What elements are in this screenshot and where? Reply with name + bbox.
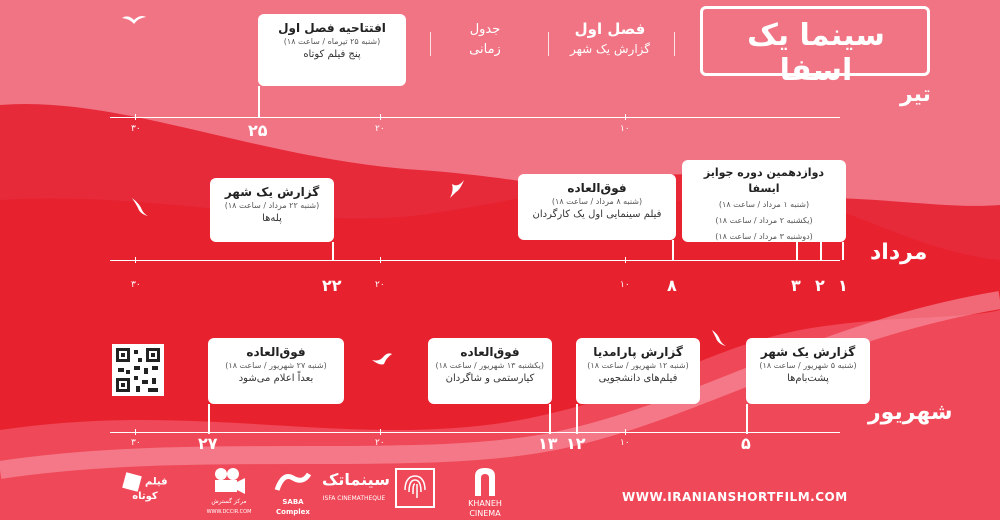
festival-logo-text: سینما یک اسفا	[747, 18, 885, 88]
month-label-mordad: مرداد	[870, 240, 928, 265]
tick-label-highlight: ۲۵	[248, 121, 268, 140]
event-pin	[796, 242, 798, 260]
tick-label-highlight: ۸	[667, 276, 677, 295]
event-card-special-8[interactable]	[518, 174, 676, 240]
season-title: فصل اول	[574, 20, 646, 38]
event-title: فوق‌العاده	[567, 181, 627, 195]
season-subtitle: گزارش یک شهر	[569, 42, 651, 56]
bird-icon	[712, 330, 726, 346]
tick-mark	[380, 429, 381, 435]
tick-label: ۱۰	[620, 280, 630, 290]
mordad-axis	[110, 260, 840, 261]
tick-mark	[380, 114, 381, 120]
bird-icon	[448, 180, 464, 198]
tick-mark	[625, 257, 626, 263]
event-card-paramedia[interactable]	[576, 338, 700, 404]
header-divider	[548, 32, 549, 56]
sponsor-logo-shortfilm	[110, 472, 180, 502]
header-divider	[674, 32, 675, 56]
event-card-opening[interactable]	[258, 14, 406, 86]
tick-label: ۲۰	[375, 124, 385, 134]
sponsor-name: سینماتک	[322, 470, 390, 489]
sponsor-logo-khaneh	[455, 466, 515, 519]
qr-code[interactable]	[112, 344, 164, 396]
event-card-special-13[interactable]	[428, 338, 552, 404]
sponsor-sub: CINEMA	[469, 509, 501, 518]
sponsor-name: KHANEH	[468, 499, 502, 508]
event-pin	[672, 240, 674, 260]
tick-label: ۳۰	[131, 280, 141, 290]
tick-label-highlight: ۵	[741, 434, 751, 453]
tick-label: ۱۰	[620, 438, 630, 448]
sponsor-sub: ISFA CINEMATHEQUE	[322, 495, 386, 502]
sponsor-sub: WWW.DCCIR.COM	[206, 509, 252, 515]
tick-mark	[625, 114, 626, 120]
tick-mark	[625, 429, 626, 435]
event-title: دوازدهمین دوره جوایز ایسفا	[703, 166, 825, 195]
tick-mark	[135, 114, 136, 120]
sponsor-name: فیلم کوتاه	[132, 476, 168, 502]
event-description: پشت‌بام‌ها	[787, 373, 829, 384]
event-date: (شنبه ۲۷ شهریور / ساعت ۱۸)	[225, 361, 327, 370]
event-date: (شنبه ۵ شهریور / ساعت ۱۸)	[759, 361, 857, 370]
shahrivar-axis	[110, 432, 840, 433]
month-label-tir: تیر	[900, 82, 931, 107]
event-pin	[842, 242, 844, 260]
event-date: (شنبه ۲۲ مرداد / ساعت ۱۸)	[224, 201, 320, 210]
tir-axis	[110, 117, 840, 118]
bird-icon	[132, 198, 148, 216]
schedule-label-1: جدول	[469, 22, 501, 37]
website-link[interactable]: WWW.IRANIANSHORTFILM.COM	[622, 490, 848, 504]
event-date: (شنبه ۸ مرداد / ساعت ۱۸)	[551, 197, 643, 206]
camera-icon	[211, 466, 247, 494]
tick-mark	[135, 257, 136, 263]
event-title: گزارش پارامدیا	[593, 345, 683, 359]
event-card-city-22[interactable]	[210, 178, 334, 242]
fingerprint-icon	[395, 468, 435, 508]
event-description: فیلم‌های دانشجویی	[598, 373, 678, 384]
bird-icon	[372, 352, 392, 368]
event-card-city-5[interactable]	[746, 338, 870, 404]
event-date: (دوشنبه ۳ مرداد / ساعت ۱۸)	[715, 232, 813, 241]
sponsor-logo-fingerprint	[392, 468, 438, 511]
khaneh-cinema-icon	[473, 466, 497, 496]
tick-label-highlight: ۱۲	[566, 434, 586, 453]
event-date: (شنبه ۲۵ تیرماه / ساعت ۱۸)	[283, 37, 381, 46]
event-pin	[332, 242, 334, 260]
event-card-special-27[interactable]	[208, 338, 344, 404]
header-divider	[430, 32, 431, 56]
event-date: (شنبه ۱ مرداد / ساعت ۱۸)	[718, 200, 810, 209]
event-pin	[208, 404, 210, 434]
event-card-awards[interactable]	[682, 160, 846, 242]
event-pin	[549, 404, 551, 434]
event-title: گزارش یک شهر	[224, 185, 320, 199]
event-title: افتتاحیه فصل اول	[278, 21, 386, 35]
tick-label: ۳۰	[131, 124, 141, 134]
event-pin	[576, 404, 578, 434]
tick-label: ۳۰	[131, 438, 141, 448]
event-date: (شنبه ۱۲ شهریور / ساعت ۱۸)	[587, 361, 689, 370]
saba-icon	[273, 470, 313, 494]
tick-label-highlight: ۲	[815, 276, 825, 295]
tick-label-highlight: ۳	[791, 276, 801, 295]
event-pin	[820, 242, 822, 260]
event-title: گزارش یک شهر	[760, 345, 856, 359]
month-label-shahrivar: شهریور	[868, 400, 953, 425]
tick-label: ۲۰	[375, 438, 385, 448]
event-pin	[258, 86, 260, 118]
shortfilm-icon	[122, 472, 142, 492]
tick-label-highlight: ۲۷	[198, 434, 218, 453]
schedule-label-2: زمانی	[469, 42, 501, 57]
tick-mark	[135, 429, 136, 435]
tick-label-highlight: ۲۲	[322, 276, 342, 295]
event-description: بعداً اعلام می‌شود	[238, 373, 314, 384]
event-pin	[746, 404, 748, 434]
tick-label: ۱۰	[620, 124, 630, 134]
event-title: فوق‌العاده	[460, 345, 520, 359]
event-date: (یکشنبه ۱۳ شهریور / ساعت ۱۸)	[435, 361, 544, 370]
tick-label-highlight: ۱	[838, 276, 848, 295]
tick-label-highlight: ۱۳	[538, 434, 558, 453]
sponsor-name: مرکز گسترش	[211, 498, 247, 505]
event-description: فیلم سینمایی اول یک کارگردان	[532, 209, 662, 220]
sponsor-logo-camera	[194, 466, 264, 517]
tick-label: ۲۰	[375, 280, 385, 290]
tick-mark	[380, 257, 381, 263]
event-description: کیارستمی و شاگردان	[445, 373, 535, 384]
sponsor-name: SABA Complex	[276, 498, 310, 516]
event-title: فوق‌العاده	[246, 345, 306, 359]
event-description: پنج فیلم کوتاه	[303, 49, 361, 60]
sponsor-logo-saba	[266, 470, 320, 517]
event-date: (یکشنبه ۲ مرداد / ساعت ۱۸)	[715, 216, 813, 225]
bird-icon	[122, 14, 146, 26]
event-description: پله‌ها	[262, 213, 282, 224]
sponsor-logo-cinematheque	[322, 466, 390, 504]
